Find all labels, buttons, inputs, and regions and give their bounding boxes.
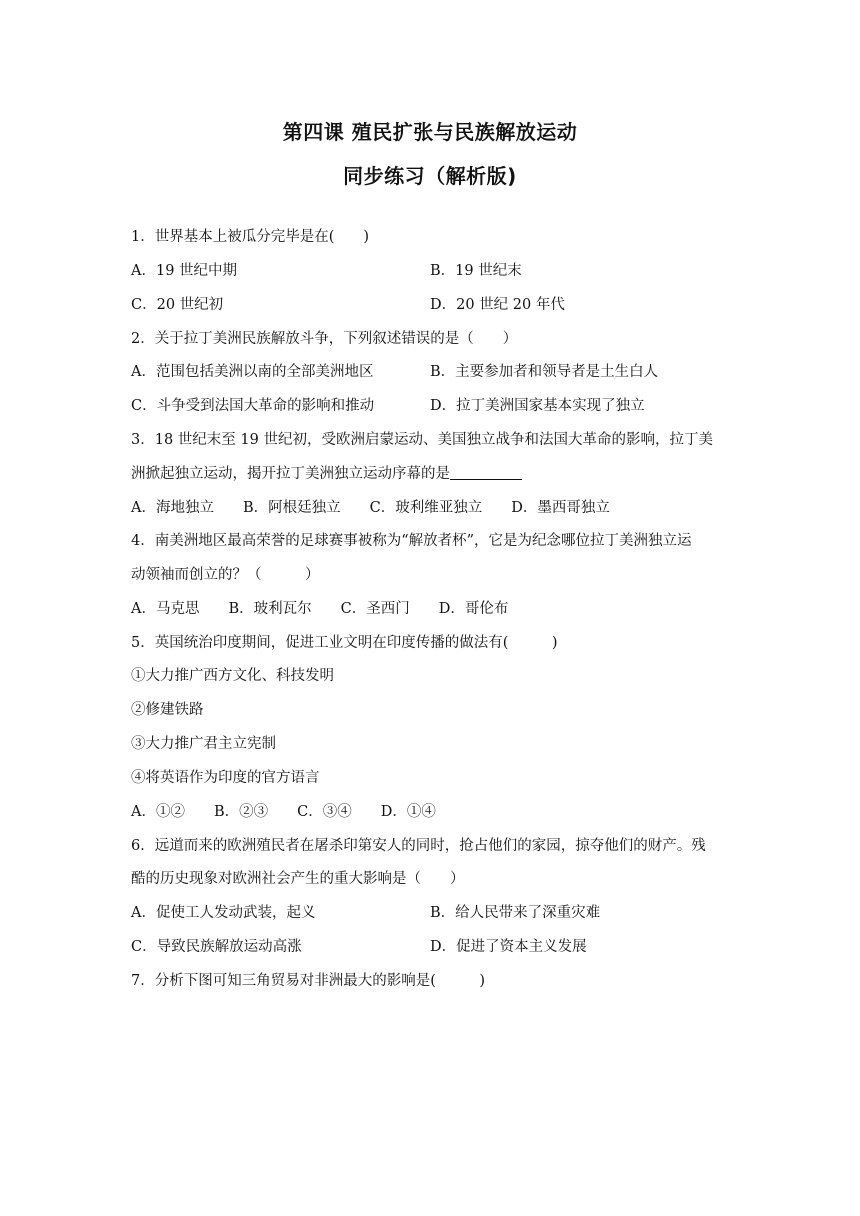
- question-2-stem: 2．关于拉丁美洲民族解放斗争，下列叙述错误的是（ ）: [131, 331, 518, 347]
- question-3-options: A．海地独立 B．阿根廷独立 C．玻利维亚独立 D．墨西哥独立: [131, 500, 610, 516]
- question-4-stem-line-2: 动领袖而创立的？（ ）: [131, 567, 320, 583]
- question-1-stem: 1．世界基本上被瓜分完毕是在( ): [131, 229, 370, 245]
- question-5-item-2: ②修建铁路: [131, 702, 204, 718]
- page-title: 第四课 殖民扩张与民族解放运动: [282, 120, 578, 144]
- question-3-stem-line-1: 3．18 世纪末至 19 世纪初，受欧洲启蒙运动、美国独立战争和法国大革命的影响，拉丁美: [131, 432, 713, 448]
- page-subtitle: 同步练习（解析版): [343, 164, 517, 188]
- question-2-option-d: D．拉丁美洲国家基本实现了独立: [430, 398, 645, 414]
- question-2-option-c: C．斗争受到法国大革命的影响和推动: [131, 398, 375, 414]
- question-6-stem-line-2: 酷的历史现象对欧洲社会产生的重大影响是（ ）: [131, 871, 465, 887]
- question-2-option-b: B．主要参加者和领导者是土生白人: [430, 364, 659, 380]
- question-5-item-4: ④将英语作为印度的官方语言: [131, 770, 320, 786]
- question-5-item-3: ③大力推广君主立宪制: [131, 736, 276, 752]
- question-6-option-a: A．促使工人发动武装，起义: [131, 905, 316, 921]
- question-5-options: A．①② B．②③ C．③④ D．①④: [131, 804, 436, 820]
- question-7-stem: 7．分析下图可知三角贸易对非洲最大的影响是( ): [131, 973, 486, 989]
- question-1-option-d: D．20 世纪 20 年代: [430, 297, 565, 313]
- question-5-stem: 5．英国统治印度期间，促进工业文明在印度传播的做法有( ): [131, 635, 558, 651]
- question-1-option-b: B．19 世纪末: [430, 263, 522, 279]
- question-5-item-1: ①大力推广西方文化、科技发明: [131, 668, 334, 684]
- question-1-option-c: C．20 世纪初: [131, 297, 224, 313]
- question-4-options: A．马克思 B．玻利瓦尔 C．圣西门 D．哥伦布: [131, 601, 509, 617]
- question-3-stem-line-2: [131, 462, 522, 483]
- question-6-option-b: B．给人民带来了深重灾难: [430, 905, 601, 921]
- question-6-option-d: D．促进了资本主义发展: [430, 939, 587, 955]
- question-6-stem-line-1: 6．远道而来的欧洲殖民者在屠杀印第安人的同时，抢占他们的家园，掠夺他们的财产。残: [131, 838, 706, 854]
- answer-blank: [450, 465, 522, 480]
- question-1-option-a: A．19 世纪中期: [131, 263, 238, 279]
- question-4-stem-line-1: 4．南美洲地区最高荣誉的足球赛事被称为“解放者杯”，它是为纪念哪位拉丁美洲独立运: [131, 533, 692, 549]
- question-2-option-a: A．范围包括美洲以南的全部美洲地区: [131, 364, 374, 380]
- question-3-stem-text: 洲掀起独立运动，揭开拉丁美洲独立运动序幕的是: [131, 466, 450, 482]
- question-6-option-c: C．导致民族解放运动高涨: [131, 939, 302, 955]
